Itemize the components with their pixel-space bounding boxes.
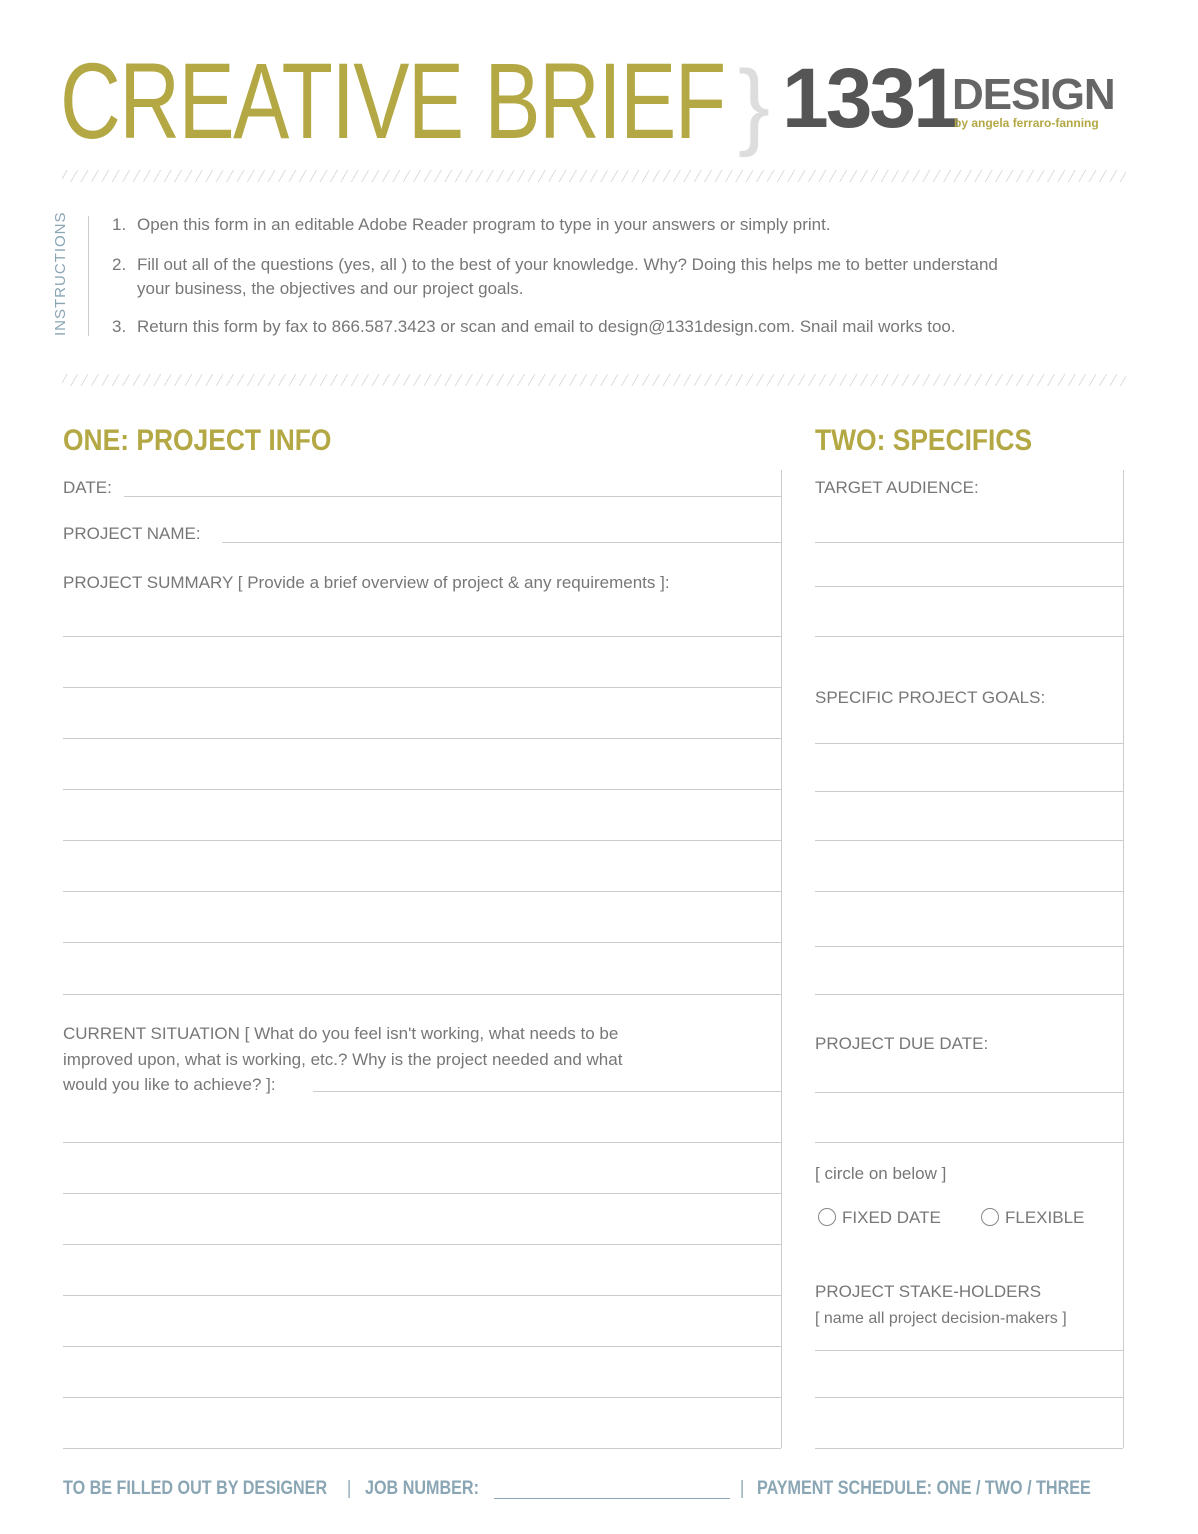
writing-line[interactable] — [63, 687, 781, 688]
writing-line[interactable] — [63, 994, 781, 995]
page-title: CREATIVE BRIEF — [60, 40, 725, 161]
instruction-text: Return this form by fax to 866.587.3423 or scan and email to design@1331design.com. Snail mail works too. — [137, 317, 956, 336]
writing-line[interactable] — [815, 1350, 1123, 1351]
title-brace: } — [738, 51, 771, 158]
writing-line[interactable] — [815, 840, 1123, 841]
instruction-number: 1. — [112, 215, 127, 234]
stakeholders-label: PROJECT STAKE-HOLDERS — [815, 1282, 1042, 1301]
section-two-heading: TWO: SPECIFICS — [815, 424, 1033, 457]
current-situation-label: improved upon, what is working, etc.? Why is the project needed and what — [63, 1050, 623, 1069]
writing-line[interactable] — [63, 891, 781, 892]
writing-line[interactable] — [815, 743, 1123, 744]
writing-line[interactable] — [63, 1193, 781, 1194]
instructions-divider — [88, 216, 89, 336]
writing-line[interactable] — [63, 636, 781, 637]
column-divider — [781, 470, 782, 1448]
target-audience-label: TARGET AUDIENCE: — [815, 478, 979, 497]
writing-line[interactable] — [815, 1448, 1123, 1449]
footer-separator: | — [347, 1478, 352, 1499]
logo-word: DESIGN — [952, 70, 1115, 119]
payment-schedule-label: PAYMENT SCHEDULE: ONE / TWO / THREE — [757, 1478, 1091, 1499]
project-name-field[interactable] — [222, 542, 781, 543]
writing-line[interactable] — [815, 891, 1123, 892]
instruction-item — [112, 213, 1132, 237]
radio-icon[interactable] — [818, 1208, 836, 1226]
writing-line[interactable] — [63, 942, 781, 943]
writing-line[interactable] — [63, 1397, 781, 1398]
stakeholders-note: [ name all project decision-makers ] — [815, 1310, 1067, 1327]
hatch-divider — [62, 374, 1126, 386]
instructions-label: INSTRUCTIONS — [52, 211, 69, 336]
current-situation-label: CURRENT SITUATION [ What do you feel isn't working, what needs to be — [63, 1024, 619, 1043]
date-field[interactable] — [124, 496, 781, 497]
logo-number: 1331 — [782, 51, 957, 145]
instruction-item — [112, 253, 1132, 301]
flexible-label: FLEXIBLE — [1005, 1208, 1085, 1227]
footer-designer-label: TO BE FILLED OUT BY DESIGNER — [63, 1478, 328, 1499]
hatch-divider — [62, 170, 1126, 182]
instruction-number: 3. — [112, 317, 127, 336]
instruction-text: Open this form in an editable Adobe Reader program to type in your answers or simply print. — [137, 215, 831, 234]
writing-line[interactable] — [63, 1244, 781, 1245]
writing-line[interactable] — [63, 840, 781, 841]
writing-line[interactable] — [815, 1092, 1123, 1093]
footer-separator: | — [740, 1478, 745, 1499]
writing-line[interactable] — [63, 1346, 781, 1347]
current-situation-field[interactable] — [313, 1091, 781, 1092]
writing-line[interactable] — [815, 586, 1123, 587]
section-one-heading: ONE: PROJECT INFO — [63, 424, 332, 457]
due-date-label: PROJECT DUE DATE: — [815, 1034, 989, 1053]
writing-line[interactable] — [815, 791, 1123, 792]
writing-line[interactable] — [63, 1142, 781, 1143]
flexible-option[interactable] — [981, 1208, 1084, 1228]
radio-icon[interactable] — [981, 1208, 999, 1226]
fixed-date-option[interactable] — [818, 1208, 941, 1228]
instruction-text: Fill out all of the questions (yes, all ) to the best of your knowledge. Why? Doing this helps me to better understand — [137, 255, 998, 274]
date-label: DATE: — [63, 478, 112, 497]
instruction-item — [112, 315, 1132, 339]
job-number-field[interactable] — [494, 1498, 730, 1499]
job-number-label: JOB NUMBER: — [365, 1478, 479, 1499]
instruction-text: your business, the objectives and our project goals. — [137, 279, 524, 298]
circle-note: [ circle on below ] — [815, 1164, 947, 1183]
logo-byline: by angela ferraro-fanning — [954, 116, 1099, 130]
current-situation-label: would you like to achieve? ]: — [63, 1075, 276, 1094]
writing-line[interactable] — [63, 1448, 781, 1449]
writing-line[interactable] — [815, 636, 1123, 637]
writing-line[interactable] — [815, 1397, 1123, 1398]
project-name-label: PROJECT NAME: — [63, 524, 201, 543]
writing-line[interactable] — [815, 946, 1123, 947]
instruction-number: 2. — [112, 255, 127, 274]
writing-line[interactable] — [815, 542, 1123, 543]
writing-line[interactable] — [63, 738, 781, 739]
writing-line[interactable] — [815, 1142, 1123, 1143]
column-border — [1123, 470, 1124, 1448]
project-summary-label: PROJECT SUMMARY [ Provide a brief overview of project & any requirements ]: — [63, 573, 670, 592]
writing-line[interactable] — [63, 1295, 781, 1296]
writing-line[interactable] — [815, 994, 1123, 995]
writing-line[interactable] — [63, 789, 781, 790]
fixed-date-label: FIXED DATE — [842, 1208, 941, 1227]
project-goals-label: SPECIFIC PROJECT GOALS: — [815, 688, 1046, 707]
